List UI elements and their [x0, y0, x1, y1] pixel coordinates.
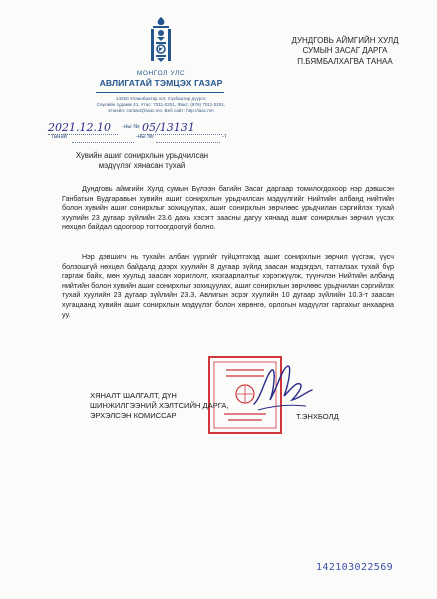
tanai-date-underline: [72, 142, 134, 143]
country-name: МОНГОЛ УЛС: [136, 70, 186, 77]
handwritten-date: 2021.12.10: [48, 121, 111, 134]
handwritten-number: 05/13131: [142, 121, 195, 134]
recipient-line: ДУНДГОВЬ АЙМГИЙН ХУЛД: [291, 36, 399, 45]
paragraph-text: Нэр дэвшигч нь тухайн албан үүргийг гүйцэтгэхэд ашиг сонирхлын зөрчил үүсгэж, үүсч болзошгүй нөхцөл байдалд дээрх хуулийн 8 дугаар зүйлд заасан мэдэгдэл, татгалзах тухай бүр гаргаж байх, мөн хуульд заасан хориглолт, хязгаарлалтыг хэрэгжүүлж, түүнчлэн Нийтийн албанд нийтийн болон хувийн ашиг сонирхлыг зохицуулах, ашиг сонирхлын зөрчлөөс урьдчилан сэргийлэх тухай хуулийн 23 дугаар зүйлийн 23.3, Авлигын эсрэг хуулийн 10 дугаар зүйлийн 10.3-т заасан хугацаанд хувийн ашиг сонирхлын мэдүүлэг болон хөрөнгө, орлогын мэдүүлэг гаргахыг анхаарна уу.: [62, 253, 394, 319]
letterhead-divider: [96, 92, 224, 93]
document-code: 142103022569: [316, 562, 394, 573]
paragraph-text: Дундговь аймгийн Хулд сумын Бүлээн багийн Засаг даргаар томилогдохоор нэр дэвшсэн Ганбатын Будгаравын хувийн ашиг сонирхлын урьдчилсан мэдүүлгийг Нийтийн албанд нийтийн болон хувийн ашиг сонирхлыг зохицуулах, ашиг сонирхлын зөрчлөөс урьдчилан сэргийлэх тухай хуулийн 23 дугаар зүйлийн 23.6 дахь хэсэгт заасны дагуу хянаад ашиг сонирхлын зөрчил үүсэх нөхцөл байдал одоогоор тогтоогдоогүй болно.: [62, 185, 394, 232]
title-line: ЭРХЭЛСЭН КОМИССАР: [90, 411, 177, 421]
letter-subject: [62, 151, 222, 170]
subject-line: мэдүүлэг хянасан тухай: [98, 160, 186, 170]
tanai-suffix: -т: [222, 134, 227, 140]
signatory-title: [90, 391, 229, 422]
recipient-line: П.БЯМБАЛХАГВА ТАНАА: [297, 56, 393, 66]
handwritten-signature-icon: [248, 360, 316, 418]
tanai-number-underline: [156, 142, 220, 143]
agency-name: АВЛИГАТАЙ ТЭМЦЭХ ГАЗАР: [99, 78, 223, 88]
title-line: ХЯНАЛТ ШАЛГАЛТ, ДҮН: [90, 391, 177, 400]
number-label: -ны №: [122, 124, 140, 130]
body-paragraph-2: [62, 253, 394, 320]
state-emblem-icon: [148, 15, 174, 67]
reference-block: [48, 121, 268, 155]
address-line: Сөүлийн гудамж 41, Утас: 7011-0251, Факс: (976) 7011-0251,: [96, 102, 226, 107]
recipient-line: СУМЫН ЗАСАГ ДАРГА: [302, 46, 388, 56]
tanai-label: танай: [51, 134, 68, 140]
tanai-number-label: -ны №: [136, 134, 154, 140]
title-line: ШИНЖИЛГЭЭНИЙ ХЭЛТСИЙН ДАРГА,: [90, 401, 229, 411]
body-paragraph-1: [62, 185, 394, 233]
subject-line: Хувийн ашиг сонирхлын урьдчилсан: [75, 151, 209, 160]
signatory-name: Т.ЭНХБОЛД: [296, 412, 339, 421]
recipient-block: [270, 36, 420, 67]
address-line: И-мэйл: contact@iaac.mn, Веб сайт: http://iaac.mn: [108, 108, 214, 113]
address-line: 14250 Улаанбаатар хот, Сүхбаатар дүүрэг,: [115, 96, 207, 101]
